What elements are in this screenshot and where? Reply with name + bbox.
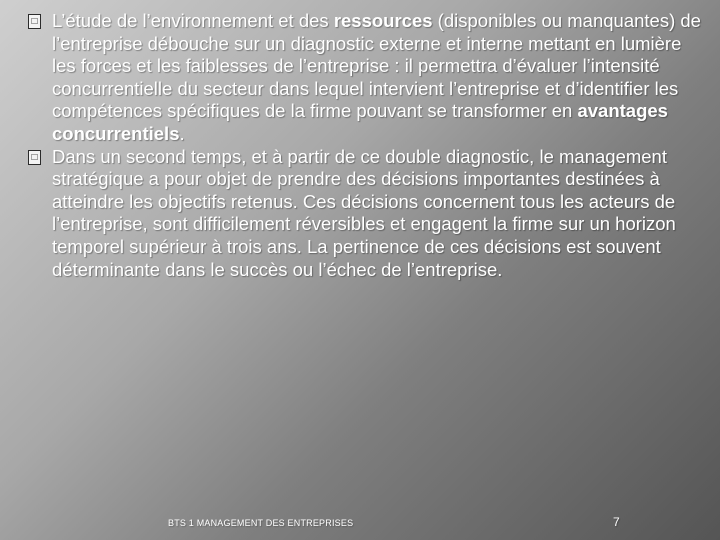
square-bullet-icon: □	[28, 14, 41, 29]
bullet-bold-text: ressources	[333, 10, 433, 31]
bullet-text: Dans un second temps, et à partir de ce double diagnostic, le management stratégique a pour objet de prendre des décisions importantes destinées à atteindre les objectifs retenus. Ces décisions concernent tous les acteurs de l’entreprise, sont difficilement réversibles et engagent la firme sur un horizon temporel supérieur à trois ans. La pertinence de ces décisions est souvent déterminante dans le succès ou l’échec de l’entreprise.	[52, 145, 676, 280]
bullet-text: (disponibles ou manquantes) de l’entreprise débouche sur un diagnostic externe et interne mettant en lumière les forces et les faiblesses de l’entreprise : il permettra d’évaluer l’intensité concurrentielle du secteur dans lequel intervient l’entreprise et d’identifier les compétences spécifiques de la firme pouvant se transformer en	[52, 10, 701, 122]
square-bullet-icon: □	[28, 150, 41, 165]
page-number: 7	[613, 515, 620, 529]
bullet-item	[28, 146, 708, 282]
slide-content	[28, 10, 708, 281]
slide-footer: BTS 1 MANAGEMENT DES ENTREPRISES	[168, 518, 354, 528]
bullet-bold-text: avantages concurrentiels	[52, 100, 668, 144]
bullet-item	[28, 10, 708, 146]
bullet-text: L’étude de l’environnement et des	[52, 10, 334, 31]
bullet-text: .	[179, 122, 185, 144]
